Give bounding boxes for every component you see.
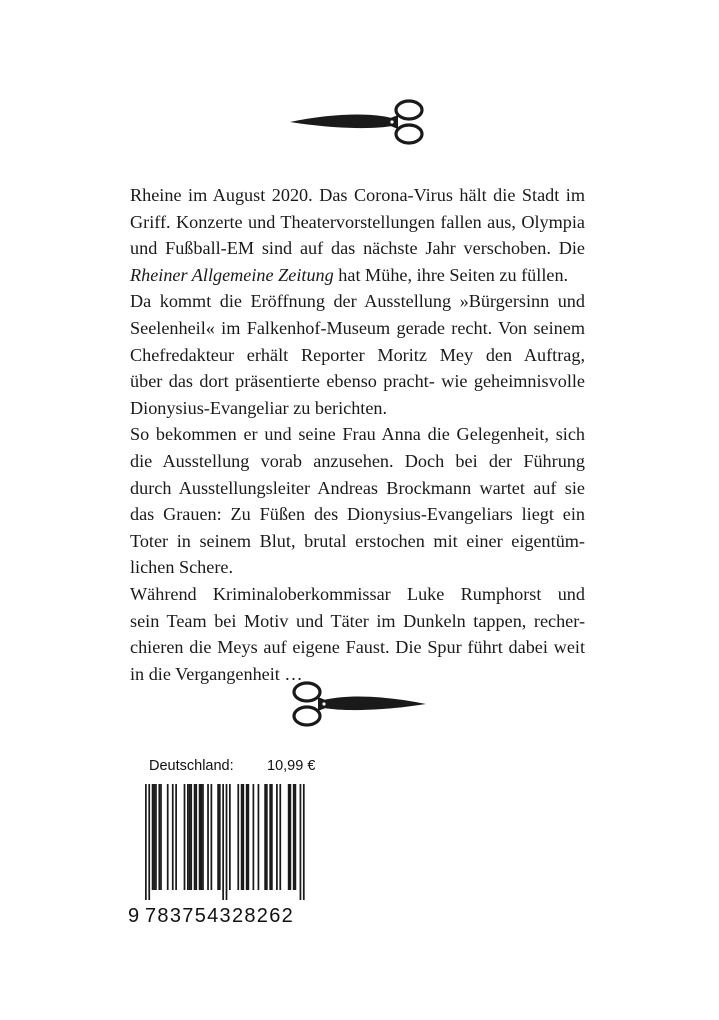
blurb-line: chieren die Meys auf eigene Faust. Die Spur führt dabei weit bbox=[130, 637, 585, 658]
barcode-bar bbox=[199, 784, 201, 890]
barcode-bar bbox=[217, 784, 219, 890]
barcode-bar bbox=[211, 784, 213, 890]
blurb-line-rest: hat Mühe, ihre Seiten zu füllen. bbox=[333, 264, 569, 285]
blurb-paragraph bbox=[130, 182, 585, 288]
price-value: 10,99 € bbox=[267, 758, 316, 774]
barcode-bar bbox=[207, 784, 209, 890]
barcode-bar bbox=[226, 784, 228, 900]
blurb-line: lichen Schere. bbox=[130, 557, 234, 578]
blurb-line: und Fußball-EM sind auf das nächste Jahr verschoben. Die bbox=[130, 238, 585, 259]
barcode-graphic bbox=[128, 784, 318, 900]
blurb-line: Toter in seinem Blut, brutal erstochen mit einer eigentüm- bbox=[130, 530, 585, 551]
barcode-bar bbox=[269, 784, 271, 890]
scissors-icon bbox=[288, 680, 428, 728]
blurb-line: Rheine im August 2020. Das Corona-Virus hält die Stadt im bbox=[130, 185, 585, 205]
newspaper-title: Rheiner Allgemeine Zeitung bbox=[130, 264, 334, 285]
barcode-bar bbox=[289, 784, 291, 890]
barcode-bar bbox=[202, 784, 204, 890]
scissors-icon-top bbox=[288, 98, 428, 146]
barcode-bar bbox=[152, 784, 154, 890]
barcode-bar bbox=[190, 784, 192, 890]
barcode-bar bbox=[145, 784, 147, 900]
barcode-bar bbox=[195, 784, 197, 890]
blurb-line: in die Vergangenheit … bbox=[130, 663, 303, 684]
barcode-bar bbox=[194, 784, 196, 890]
barcode-bar bbox=[184, 784, 186, 890]
barcode-bar bbox=[241, 784, 243, 890]
barcode-bar bbox=[276, 784, 278, 890]
barcode-bar bbox=[242, 784, 244, 890]
barcode-bar bbox=[229, 784, 231, 890]
blurb-line: Während Kriminaloberkommissar Luke Rumphorst und bbox=[130, 583, 585, 604]
barcode-bar bbox=[303, 784, 305, 900]
isbn-rest-digits: 783754328262 bbox=[145, 905, 295, 927]
barcode-bar bbox=[189, 784, 191, 890]
blurb-line: über das dort präsentierte ebenso pracht- wie geheimnisvolle bbox=[130, 371, 585, 392]
blurb-line bbox=[130, 262, 585, 289]
blurb-paragraph bbox=[130, 581, 585, 687]
blurb-line: So bekommen er und seine Frau Anna die Gelegenheit, sich bbox=[130, 424, 585, 445]
barcode-bar bbox=[279, 784, 281, 890]
barcode-bar bbox=[200, 784, 202, 890]
blurb-line: die Ausstellung vorab anzusehen. Doch bei der Führung bbox=[130, 450, 585, 471]
barcode bbox=[128, 784, 318, 900]
barcode-bar bbox=[264, 784, 266, 890]
barcode-bar bbox=[187, 784, 189, 890]
barcode-bar bbox=[172, 784, 174, 890]
price-label: Deutschland: bbox=[149, 758, 234, 774]
blurb-paragraph bbox=[130, 421, 585, 581]
blurb-line: sein Team bei Motiv und Täter im Dunkeln tappen, recher- bbox=[130, 610, 585, 631]
blurb-line: Seelenheil« im Falkenhof-Museum gerade recht. Von seinem bbox=[130, 317, 585, 338]
scissors-icon-bottom bbox=[288, 680, 428, 728]
barcode-bar bbox=[167, 784, 169, 890]
blurb-line: Chefredakteur erhält Reporter Moritz Mey den Auftrag, bbox=[130, 344, 585, 365]
barcode-bar bbox=[258, 784, 260, 890]
barcode-bar bbox=[237, 784, 239, 890]
barcode-bar bbox=[160, 784, 162, 890]
blurb-line: Griff. Konzerte und Theatervorstellungen fallen aus, Olympia bbox=[130, 211, 585, 232]
barcode-bar bbox=[271, 784, 273, 890]
blurb-line: Dionysius-Evangeliar zu berichten. bbox=[130, 397, 388, 418]
barcode-bar bbox=[293, 784, 295, 890]
barcode-bar bbox=[219, 784, 221, 890]
scissors-icon bbox=[288, 98, 428, 146]
blurb-line: durch Ausstellungsleiter Andreas Brockmann wartet auf sie bbox=[130, 477, 585, 498]
barcode-bar bbox=[158, 784, 160, 890]
barcode-bar bbox=[288, 784, 290, 890]
barcode-bar bbox=[247, 784, 249, 890]
blurb-line: das Grauen: Zu Füßen des Dionysius-Evangeliars liegt ein bbox=[130, 504, 585, 525]
barcode-bar bbox=[266, 784, 268, 890]
barcode-bar bbox=[300, 784, 302, 900]
blurb-text bbox=[130, 182, 585, 687]
barcode-bar bbox=[222, 784, 224, 900]
barcode-bar bbox=[175, 784, 177, 890]
blurb-line: Da kommt die Eröffnung der Ausstellung »Bürgersinn und bbox=[130, 291, 585, 312]
blurb-paragraph bbox=[130, 288, 585, 421]
barcode-bar bbox=[253, 784, 255, 890]
barcode-bar bbox=[155, 784, 157, 890]
barcode-bar bbox=[148, 784, 150, 900]
isbn-first-digit: 9 bbox=[128, 905, 141, 927]
barcode-bar bbox=[246, 784, 248, 890]
barcode-bar bbox=[295, 784, 297, 890]
barcode-bar bbox=[153, 784, 155, 890]
